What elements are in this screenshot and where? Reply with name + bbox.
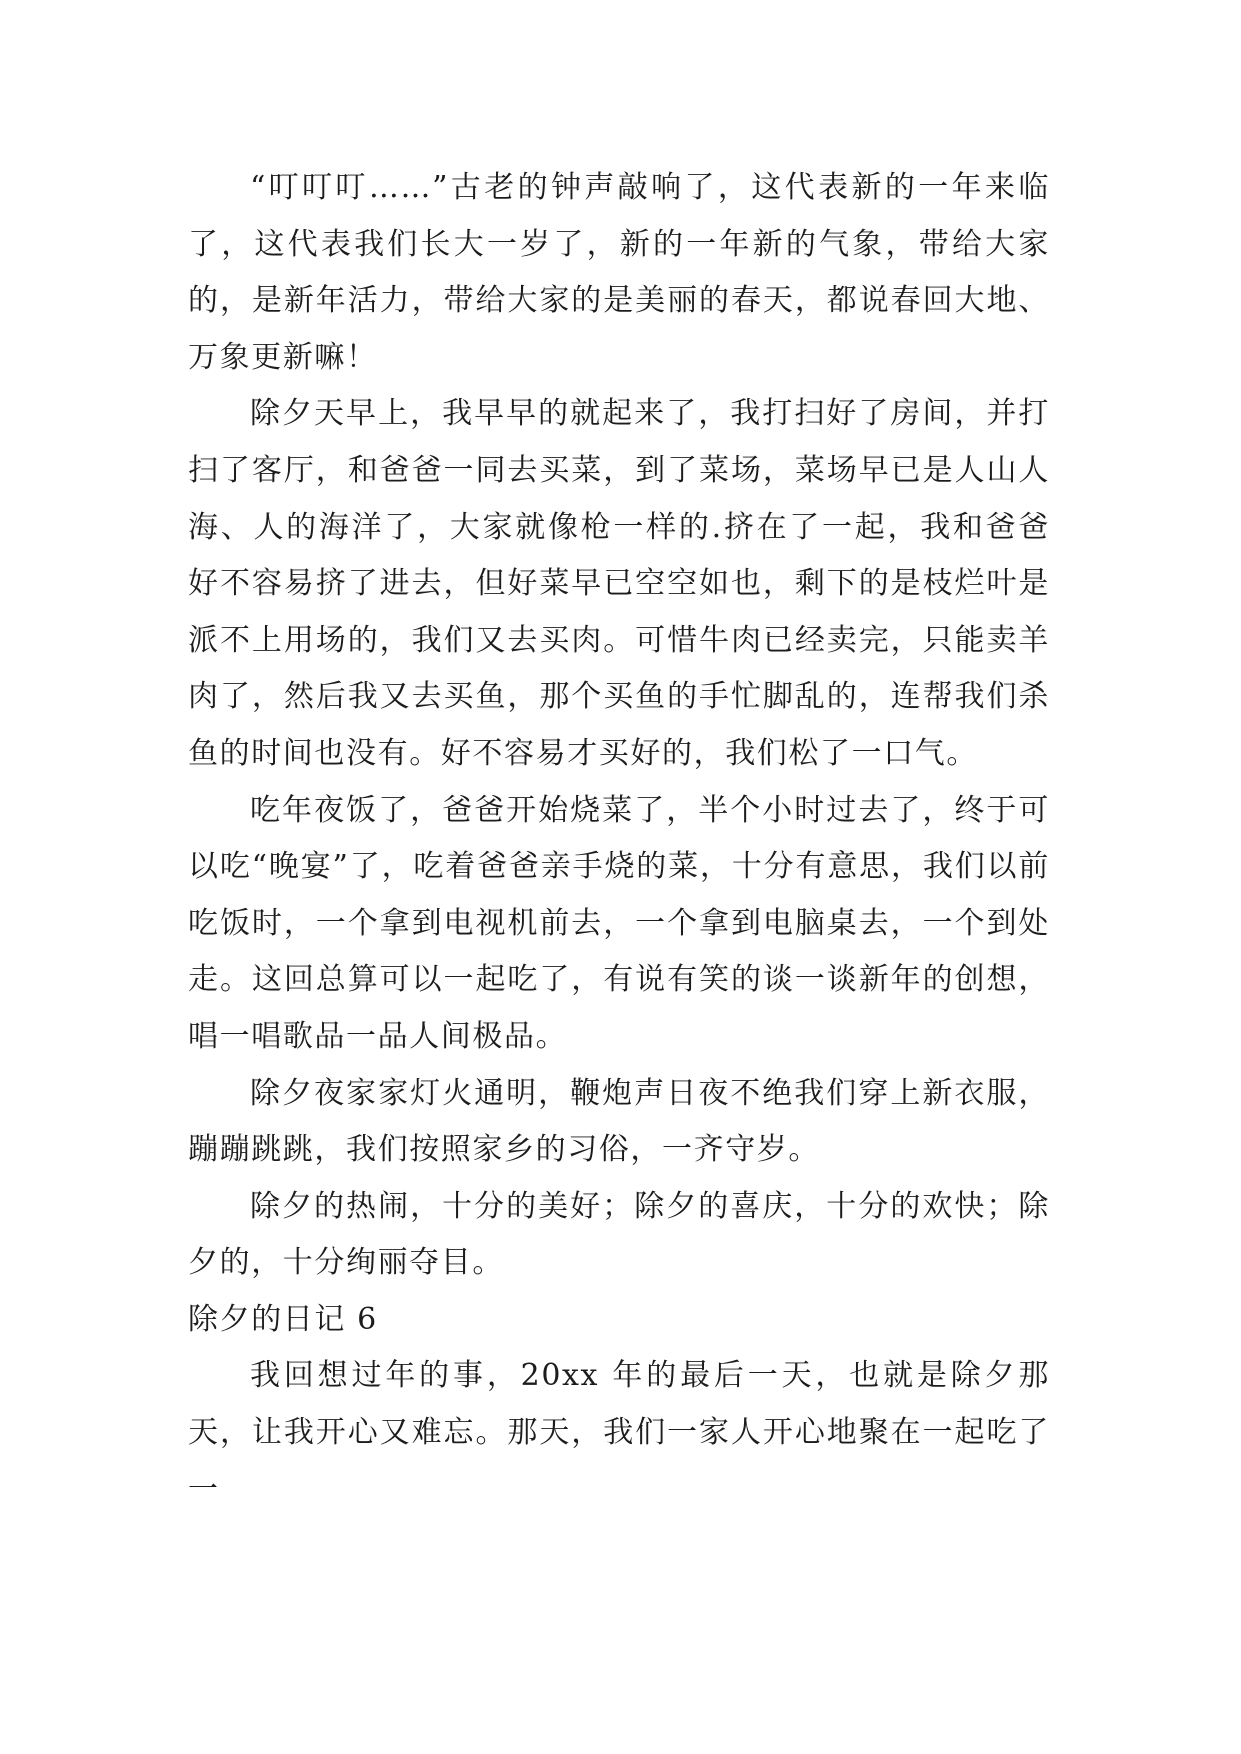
paragraph-reunion-dinner: 吃年夜饭了，爸爸开始烧菜了，半个小时过去了，终于可以吃“晚宴”了，吃着爸爸亲手烧的菜，十分有意思，我们以前吃饭时，一个拿到电视机前去，一个拿到电脑桌去，一个到处走。这回总算可以一起吃了，有说有笑的谈一谈新年的创想，唱一唱歌品一品人间极品。 [188,792,1050,1054]
paragraph-new-year-eve-night: 除夕夜家家灯火通明，鞭炮声日夜不绝我们穿上新衣服，蹦蹦跳跳，我们按照家乡的习俗，一齐守岁。 [188,1075,1050,1168]
paragraph-morning-shopping: 除夕天早上，我早早的就起来了，我打扫好了房间，并打扫了客厅，和爸爸一同去买菜，到了菜场，菜场早已是人山人海、人的海洋了，大家就像枪一样的.挤在了一起，我和爸爸好不容易挤了进去，但好菜早已空空如也，剩下的是枝烂叶是派不上用场的，我们又去买肉。可惜牛肉已经卖完，只能卖羊肉了，然后我又去买鱼，那个买鱼的手忙脚乱的，连帮我们杀鱼的时间也没有。好不容易才买好的，我们松了一口气。 [188,396,1050,771]
document-body [188,160,1050,1518]
paragraph-closing-remarks: 除夕的热闹，十分的美好；除夕的喜庆，十分的欢快；除夕的，十分绚丽夺目。 [188,1188,1050,1281]
paragraph-new-year-bell: “叮叮叮……”古老的钟声敲响了，这代表新的一年来临了，这代表我们长大一岁了，新的一年新的气象，带给大家的，是新年活力，带给大家的是美丽的春天，都说春回大地、万象更新嘛！ [188,170,1050,375]
section-heading: 除夕的日记 6 [188,1301,378,1337]
paragraph-section-6-opening: 我回想过年的事，20xx 年的最后一天，也就是除夕那天，让我开心又难忘。那天，我们一家人开心地聚在一起吃了一 [188,1358,1050,1507]
